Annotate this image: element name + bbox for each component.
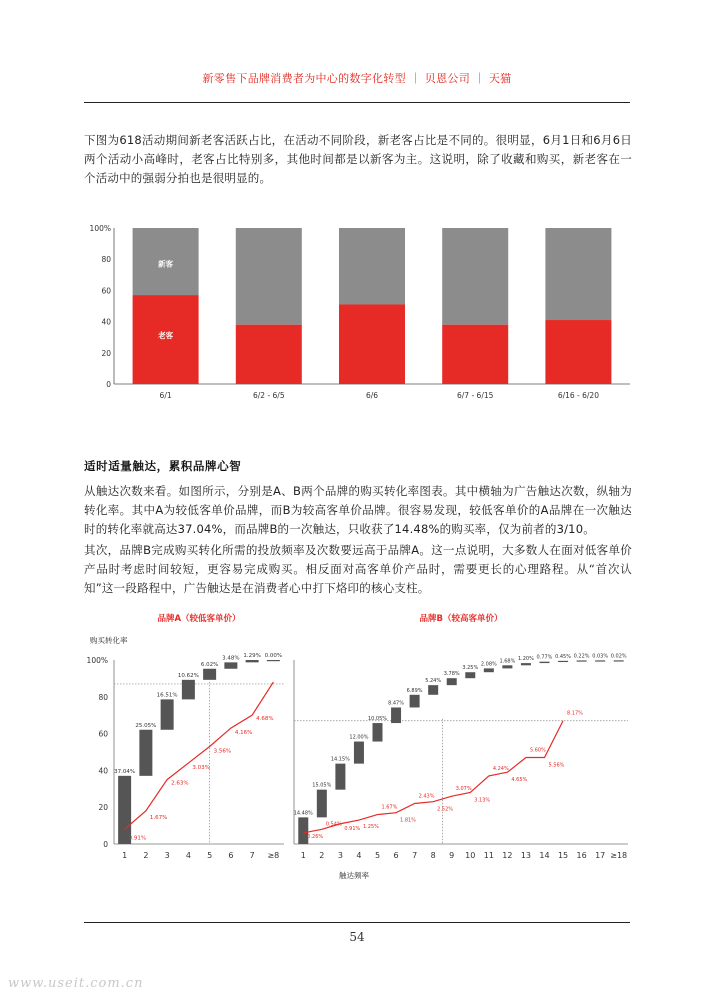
brand-b-conversion-chart <box>288 608 634 888</box>
line-value-label: 1.67% <box>381 804 398 811</box>
y-tick-label: 40 <box>98 766 108 776</box>
watermark: www.useit.com.cn <box>8 976 144 991</box>
intro-paragraph: 下图为618活动期间新老客活跃占比，在活动不同阶段，新老客占比是不同的。很明显，6月1日和6月6日两个活动小高峰时，老客占比特别多，其他时间都是以新客为主。这说明，除了收藏和购买，新老客在一个活动中的强弱分拍也是很明显的。 <box>84 133 632 185</box>
x-tick-label: 6/7 - 6/15 <box>457 391 494 400</box>
waterfall-bar <box>373 723 383 741</box>
x-tick-label: 1 <box>300 851 306 860</box>
paragraph-brand-b: 其次，品牌B完成购买转化所需的投放频率及次数要远高于品牌A。这一点说明，大多数人在面对低客单价产品时考虑时间较短，更容易完成购买。相反面对高客单价产品时，需要更长的心理路程。从“首次认知”这一段路程中，广告触达是在消费者心中打下烙印的核心支柱。 <box>84 543 632 595</box>
x-tick-label: ≥18 <box>610 851 628 860</box>
bar-value-label: 5.24% <box>425 678 442 685</box>
x-tick-label: 3 <box>164 851 170 860</box>
waterfall-bar <box>391 707 401 723</box>
waterfall-bar <box>118 776 131 844</box>
line-value-label: 0.26% <box>307 833 324 840</box>
bar-value-label: 25.05% <box>135 722 157 729</box>
x-tick-label: 3 <box>337 851 343 860</box>
line-value-label: 1.67% <box>149 814 168 821</box>
x-tick-label: 6/16 - 6/20 <box>557 391 599 400</box>
line-value-label: 3.07% <box>455 786 472 793</box>
bar-value-label: 0.77% <box>536 654 553 661</box>
y-tick-label: 20 <box>98 803 108 813</box>
x-tick-label: ≥8 <box>267 851 280 860</box>
x-tick-label: 6 <box>228 851 234 860</box>
x-tick-label: 14 <box>539 851 550 860</box>
bar-value-label: 3.25% <box>462 665 479 672</box>
waterfall-bar <box>540 662 550 663</box>
bar-value-label: 8.47% <box>388 700 405 707</box>
y-tick-label: 100% <box>89 224 111 233</box>
line-value-label: 1.81% <box>400 817 416 824</box>
x-tick-label: 6 <box>393 851 399 860</box>
line-value-label: 1.25% <box>362 824 379 831</box>
x-tick-label: 4 <box>356 851 362 860</box>
bar-value-label: 2.08% <box>480 661 497 668</box>
waterfall-bar <box>558 661 568 662</box>
bar-value-label: 0.22% <box>573 653 590 660</box>
waterfall-bar <box>447 678 457 685</box>
y-tick-label: 80 <box>101 255 111 265</box>
waterfall-bar <box>139 730 152 776</box>
bar-value-label: 10.05% <box>367 716 388 723</box>
bar-value-label: 3.78% <box>443 671 460 678</box>
y-tick-label: 100% <box>86 656 108 665</box>
bar-value-label: 0.03% <box>592 653 609 660</box>
x-tick-label: 1 <box>122 851 128 860</box>
bar-new-customer <box>339 228 405 304</box>
bar-value-label: 0.02% <box>610 653 627 660</box>
line-value-label: 5.60% <box>529 747 546 754</box>
chart-title: 品牌B（较高客单价） <box>419 614 503 624</box>
x-tick-label: 6/1 <box>159 391 172 400</box>
page-number: 54 <box>349 930 365 944</box>
x-tick-label: 7 <box>249 851 255 860</box>
waterfall-bar <box>203 669 216 680</box>
line-value-label: 3.56% <box>213 748 232 755</box>
waterfall-bar <box>267 660 280 661</box>
page-header: 新零售下品牌消费者为中心的数字化转型 ｜ 贝恩公司 ｜ 天猫 <box>202 72 512 85</box>
waterfall-bar <box>614 660 624 661</box>
section-title: 适时适量触达，累积品牌心智 <box>84 459 242 473</box>
bar-value-label: 14.48% <box>293 810 313 817</box>
line-value-label: 0.91% <box>128 835 147 842</box>
line-value-label: 2.43% <box>418 793 435 800</box>
x-tick-label: 12 <box>502 851 513 860</box>
x-tick-label: 10 <box>465 851 476 860</box>
x-tick-label: 6/6 <box>365 391 379 400</box>
bar-value-label: 0.00% <box>264 653 283 659</box>
line-value-label: 4.68% <box>256 716 274 723</box>
x-tick-label: 7 <box>412 851 418 860</box>
bar-value-label: 1.68% <box>499 658 516 665</box>
waterfall-bar <box>428 685 438 695</box>
series-label-new-customer: 新客 <box>158 259 174 269</box>
y-tick-label: 80 <box>98 692 108 702</box>
line-value-label: 4.24% <box>492 765 509 772</box>
bar-value-label: 14.15% <box>330 756 350 763</box>
waterfall-bar <box>577 660 587 661</box>
y-tick-label: 0 <box>103 840 108 849</box>
bar-value-label: 1.29% <box>243 653 261 659</box>
bar-value-label: 10.62% <box>177 672 199 679</box>
bar-value-label: 6.02% <box>200 661 219 668</box>
line-value-label: 3.03% <box>192 765 210 772</box>
bar-value-label: 12.00% <box>349 734 369 741</box>
x-tick-label: 6/2 - 6/5 <box>252 391 285 400</box>
x-tick-label: 2 <box>143 851 149 860</box>
bar-value-label: 6.89% <box>406 687 423 694</box>
x-tick-label: 8 <box>430 851 436 860</box>
line-value-label: 4.16% <box>234 730 253 737</box>
x-axis-title: 触达频率 <box>339 871 369 880</box>
line-value-label: 4.65% <box>511 777 528 784</box>
x-tick-label: 15 <box>557 851 569 860</box>
waterfall-bar <box>502 665 512 668</box>
bar-old-customer <box>339 304 405 384</box>
line-value-label: 0.54% <box>325 821 342 828</box>
bar-value-label: 37.04% <box>114 768 136 775</box>
chart-title: 品牌A（较低客单价） <box>157 614 241 624</box>
waterfall-bar <box>298 817 308 844</box>
bar-value-label: 0.45% <box>555 653 572 660</box>
waterfall-bar <box>484 668 494 672</box>
x-tick-label: 5 <box>374 851 381 860</box>
line-value-label: 0.91% <box>344 825 361 832</box>
y-tick-label: 60 <box>98 729 108 739</box>
x-tick-label: 4 <box>185 851 191 860</box>
y-tick-label: 0 <box>106 380 111 389</box>
waterfall-bar <box>595 660 605 661</box>
bar-value-label: 1.20% <box>517 656 534 663</box>
x-tick-label: 2 <box>319 851 325 860</box>
header-divider <box>84 102 630 103</box>
waterfall-bar <box>161 699 174 729</box>
new-old-customer-stacked-bar-chart <box>84 212 634 412</box>
waterfall-bar <box>317 790 327 818</box>
bar-value-label: 3.48% <box>222 655 240 662</box>
bar-old-customer <box>236 325 302 384</box>
bar-value-label: 16.51% <box>156 692 178 699</box>
bar-new-customer <box>236 228 302 325</box>
paragraph-touch-frequency: 从触达次数来看。如图所示，分别是A、B两个品牌的购买转化率图表。其中横轴为广告触达次数，纵轴为转化率。其中A为较低客单价品牌，而B为较高客单价品牌。很容易发现，较低客单价的A品牌在一次触达时的转化率就高达37.04%，而品牌B的一次触达，只收获了14.48%的购买率，仅为前者的3/10。 <box>84 484 632 536</box>
bar-new-customer <box>545 228 611 320</box>
waterfall-bar <box>182 680 195 700</box>
x-tick-label: 5 <box>207 851 213 860</box>
waterfall-bar <box>246 660 259 662</box>
x-tick-label: 16 <box>576 851 587 860</box>
x-tick-label: 13 <box>520 851 532 860</box>
bar-old-customer <box>545 320 611 384</box>
waterfall-bar <box>224 662 237 668</box>
line-value-label: 2.63% <box>171 780 189 787</box>
waterfall-bar <box>335 764 345 790</box>
line-value-label: 3.13% <box>474 797 491 804</box>
brand-a-conversion-chart <box>84 608 288 888</box>
series-label-old-customer: 老客 <box>158 331 174 341</box>
line-value-label: 2.52% <box>437 806 454 813</box>
bar-value-label: 15.05% <box>312 782 332 789</box>
x-tick-label: 11 <box>483 851 494 860</box>
y-tick-label: 60 <box>101 286 111 296</box>
x-tick-label: 9 <box>449 851 455 860</box>
y-tick-label: 20 <box>101 348 111 358</box>
y-tick-label: 40 <box>101 317 111 327</box>
waterfall-bar <box>465 672 475 678</box>
waterfall-bar <box>354 742 364 764</box>
bar-old-customer <box>442 325 508 384</box>
footer-divider <box>84 922 630 923</box>
waterfall-bar <box>521 663 531 665</box>
bar-new-customer <box>442 228 508 325</box>
y-axis-title: 购买转化率 <box>90 636 128 645</box>
line-value-label: 8.17% <box>567 710 583 717</box>
line-value-label: 5.56% <box>548 762 565 769</box>
waterfall-bar <box>410 695 420 708</box>
x-tick-label: 17 <box>595 851 606 860</box>
